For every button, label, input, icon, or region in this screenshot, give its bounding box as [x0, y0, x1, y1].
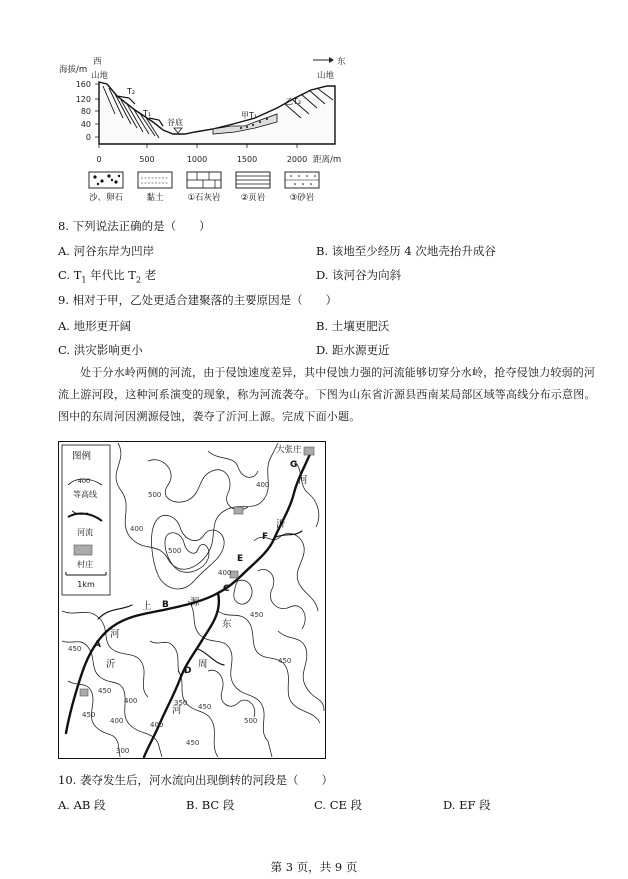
q9-option-c[interactable]: C. 洪灾影响更小 — [58, 343, 143, 357]
q8-option-c[interactable] — [58, 267, 156, 284]
q9-stem: 9. 相对于甲，乙处更适合建聚落的主要原因是（ ） — [58, 293, 338, 307]
jia-t1-label: 甲T₁ — [241, 111, 258, 120]
point-c: C — [223, 584, 230, 594]
x-tick: 1500 — [236, 155, 258, 164]
y-tick: 0 — [85, 133, 91, 142]
t2-left-label: T₂ — [127, 87, 136, 96]
q9-option-d[interactable]: D. 距水源更近 — [316, 343, 390, 357]
q8-option-c-mid: 年代比 T — [86, 268, 136, 282]
river-char-zhou: 周 — [198, 659, 208, 670]
valley-profile-figure — [55, 52, 355, 207]
x-tick: 1000 — [186, 155, 208, 164]
contour-label: 450 — [198, 703, 212, 711]
q8-option-c-pre: C. T — [58, 268, 82, 282]
point-g: G — [290, 460, 298, 470]
contour-label: 450 — [250, 611, 264, 619]
legend-village-icon — [74, 545, 92, 555]
legend-shale-label: ②页岩 — [240, 193, 266, 203]
x-tick: 500 — [139, 155, 155, 164]
contour-label: 400 — [218, 569, 232, 577]
legend-sandstone-label: ③砂岩 — [289, 193, 315, 203]
contour-label: 450 — [68, 645, 82, 653]
contour-label: 400 — [256, 481, 270, 489]
contour-label: 400 — [110, 717, 124, 725]
village-dazhangzhuang — [304, 447, 314, 455]
legend-sand-gravel-swatch — [89, 172, 123, 188]
river-char-he3: 河 — [298, 475, 308, 486]
point-e: E — [237, 554, 244, 564]
mountain-right-label: 山地 — [317, 71, 335, 81]
point-a: A — [94, 640, 101, 650]
valley-label: 谷底 — [167, 118, 183, 127]
contour-label: 500 — [148, 491, 162, 499]
point-b: B — [162, 600, 169, 610]
t1-left-label: T₁ — [143, 109, 152, 118]
q8-stem: 8. 下列说法正确的是（ ） — [58, 219, 211, 233]
page-footer: 第 3 页，共 9 页 — [270, 860, 358, 874]
contour-label: 300 — [116, 747, 130, 755]
map-legend-box — [62, 445, 110, 595]
contour-label: 450 — [82, 711, 96, 719]
x-axis-label: 距离/m — [313, 155, 342, 165]
contour-label: 450 — [186, 739, 200, 747]
legend-sand-gravel-label: 沙、卵石 — [88, 193, 124, 203]
q8-option-c-post: 老 — [141, 268, 157, 282]
y-tick: 120 — [75, 95, 91, 104]
contour-label: 450 — [278, 657, 292, 665]
river-char-yi1: 沂 — [106, 659, 116, 670]
y-axis-label: 海拔/m — [59, 65, 88, 75]
contour-label: 350 — [174, 699, 188, 707]
q9-option-a[interactable]: A. 地形更开阔 — [58, 319, 132, 333]
contour-label: 450 — [98, 687, 112, 695]
river-char-yuan: 源 — [190, 597, 200, 608]
point-f: F — [262, 532, 269, 542]
village-name: 大张庄 — [276, 445, 302, 455]
legend-contour-label: 等高线 — [73, 490, 97, 499]
q9-option-b[interactable]: B. 土壤更肥沃 — [316, 319, 390, 333]
contour-label: 400 — [124, 697, 138, 705]
q10-option-c[interactable]: C. CE 段 — [314, 798, 363, 812]
legend-river-label: 河流 — [77, 528, 93, 537]
q10-option-d[interactable]: D. EF 段 — [443, 798, 491, 812]
x-tick: 0 — [96, 155, 102, 164]
valley-marker — [174, 128, 182, 133]
q8-option-c-sub2: 2 — [135, 275, 142, 285]
map-legend-title: 图例 — [72, 451, 92, 462]
legend-scale-label: 1km — [77, 580, 95, 589]
west-label: 西 — [93, 57, 102, 67]
river-char-dong: 东 — [222, 619, 232, 630]
legend-village-label: 村庄 — [77, 560, 93, 569]
point-d: D — [184, 666, 192, 676]
legend-contour-value: 400 — [77, 477, 91, 485]
contour-map — [58, 441, 326, 759]
legend-clay-swatch — [138, 172, 172, 188]
contour-label: 500 — [168, 547, 182, 555]
yi-t2-label: 乙T₂ — [285, 97, 302, 106]
q8-option-a[interactable]: A. 河谷东岸为凹岸 — [58, 244, 155, 258]
q8-option-d[interactable]: D. 该河谷为向斜 — [316, 268, 402, 282]
river-char-he1: 河 — [110, 629, 120, 640]
river-char-he2: 河 — [172, 705, 182, 716]
river-char-shang: 上 — [142, 601, 152, 612]
contour-label: 400 — [150, 721, 164, 729]
contour-label: 400 — [130, 525, 144, 533]
q10-option-b[interactable]: B. BC 段 — [186, 798, 235, 812]
x-tick: 2000 — [286, 155, 308, 164]
river-char-yi2: 沂 — [276, 519, 286, 530]
y-tick: 40 — [80, 120, 91, 129]
q8-option-b[interactable]: B. 该地至少经历 4 次地壳抬升成谷 — [316, 244, 496, 258]
legend-limestone-label: ①石灰岩 — [187, 193, 221, 203]
y-tick: 80 — [80, 107, 91, 116]
passage-text: 处于分水岭两侧的河流，由于侵蚀速度差异，其中侵蚀力强的河流能够切穿分水岭，抢夺侵蚀力较弱的河流上游河段，这种河系演变的现象，称为河流袭夺。下图为山东省沂源县西南某局部区域等高线分布示意图。图中的东周河因溯源侵蚀，袭夺了沂河上源。完成下面小题。 — [58, 366, 596, 423]
q8-option-c-sub1: 1 — [81, 275, 87, 285]
y-tick: 160 — [75, 80, 91, 89]
profile-legend — [89, 172, 319, 188]
village-marker — [234, 507, 243, 514]
village-marker — [80, 689, 88, 696]
q10-stem: 10. 袭夺发生后，河水流向出现倒转的河段是（ ） — [58, 773, 333, 787]
contour-label: 500 — [244, 717, 258, 725]
legend-clay-label: 黏土 — [146, 193, 164, 203]
east-label: 东 — [337, 57, 346, 67]
mountain-left-label: 山地 — [91, 71, 109, 81]
q10-option-a[interactable]: A. AB 段 — [58, 798, 106, 812]
